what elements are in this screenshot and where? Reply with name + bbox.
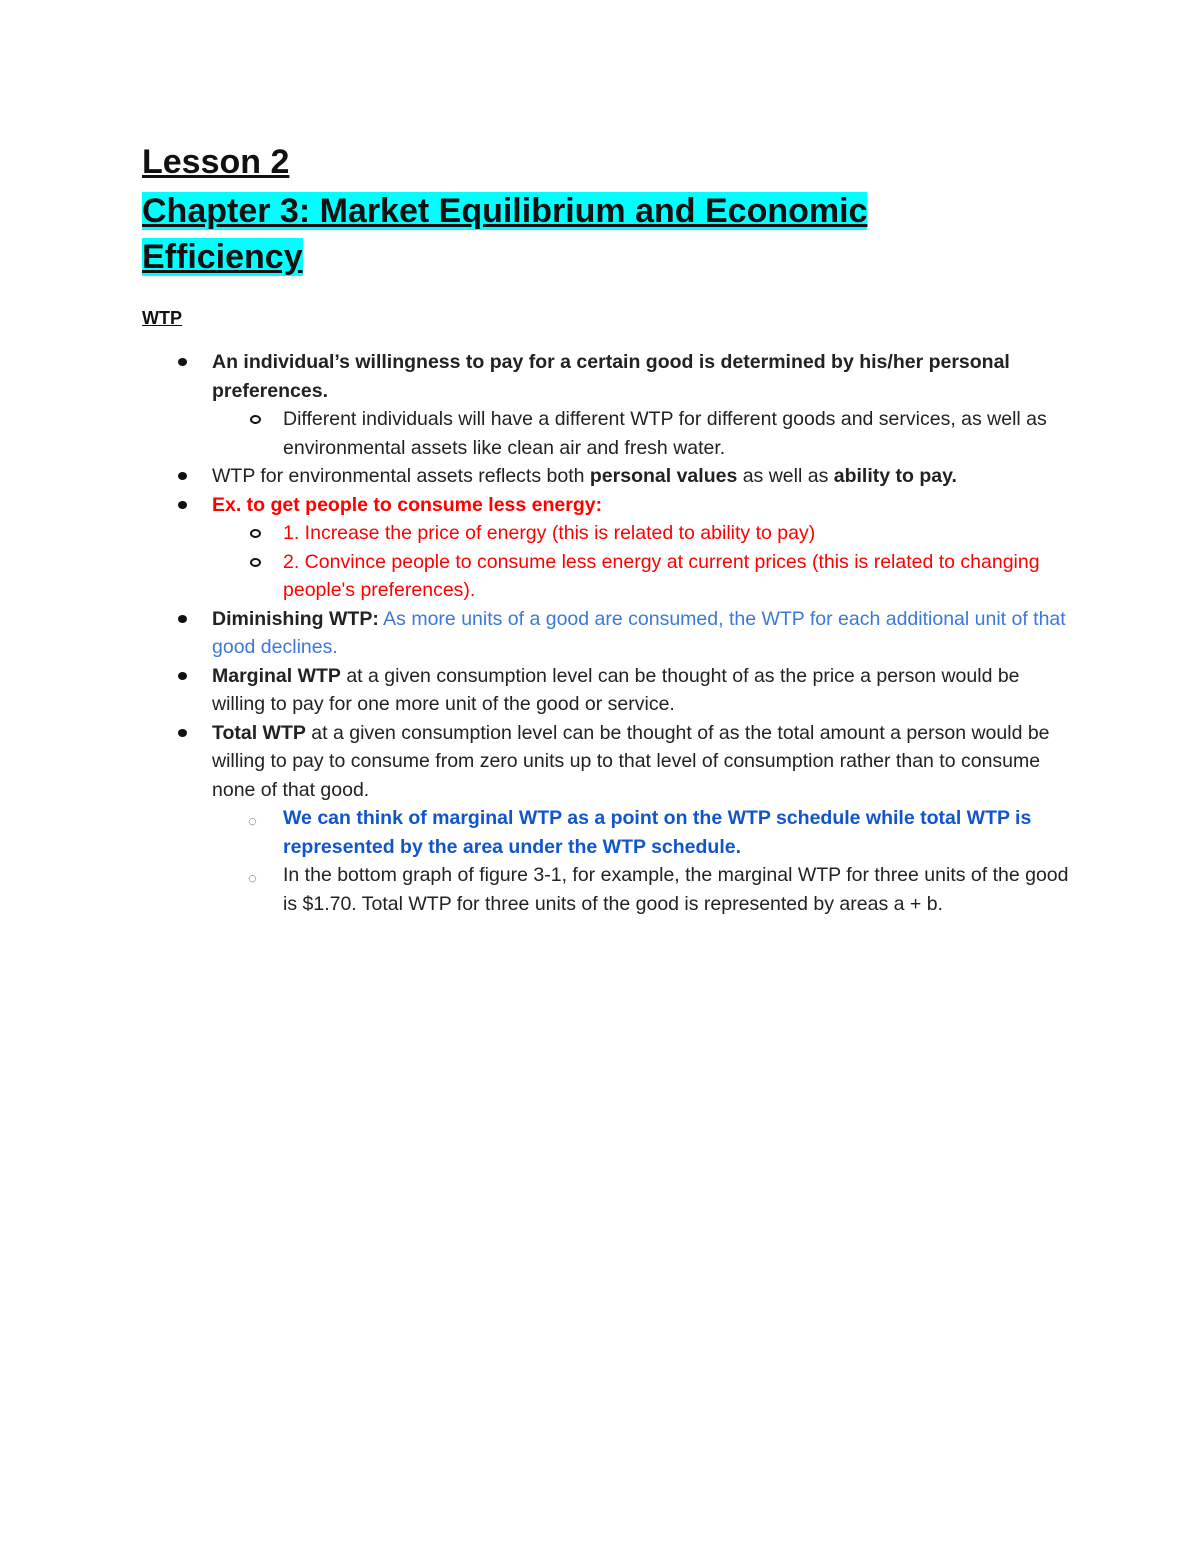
section-heading: WTP	[142, 308, 182, 328]
item-bold-text: Total WTP	[212, 721, 306, 744]
item-bold-text: personal values	[589, 465, 738, 487]
list-item	[142, 662, 1072, 719]
dotted-circle-bullet-icon: ◌	[248, 813, 257, 830]
bullet-icon	[178, 501, 187, 509]
item-text: 1. Increase the price of energy (this is related to ability to pay)	[283, 522, 816, 544]
chapter-heading-line1: Chapter 3: Market Equilibrium and Economic	[142, 192, 868, 230]
list-item	[142, 462, 1072, 491]
document-page	[142, 140, 1072, 918]
bullet-icon	[178, 472, 187, 480]
bullet-icon	[178, 729, 187, 737]
item-text: at a given consumption level can be thought of as the price a person would be willing to pay for one more unit of the good or service.	[212, 664, 1020, 715]
list-item	[142, 861, 1072, 918]
bullet-icon	[178, 615, 187, 623]
list-item	[142, 719, 1072, 805]
item-text: as well as	[737, 465, 834, 487]
item-text: at a given consumption level can be thought of as the total amount a person would be willing to pay to consume from zero units up to that level of consumption rather than to consume none of that good.	[212, 721, 1050, 801]
list-item	[142, 348, 1072, 405]
item-text: Ex. to get people to consume less energy:	[212, 493, 603, 516]
chapter-heading	[142, 188, 1072, 280]
item-bold-text: ability to pay.	[833, 465, 957, 487]
circle-bullet-icon	[250, 558, 261, 567]
bullet-icon	[178, 672, 187, 680]
list-item	[142, 491, 1072, 520]
item-text: Different individuals will have a different WTP for different goods and services, as well as environmental assets like clean air and fresh water.	[283, 408, 1047, 459]
item-text: 2. Convince people to consume less energy at current prices (this is related to changing people's preferences).	[283, 550, 1040, 601]
item-text: WTP for environmental assets reflects both	[212, 465, 590, 487]
item-text: In the bottom graph of figure 3-1, for example, the marginal WTP for three units of the good is $1.70. Total WTP for three units of the good is represented by areas a + b.	[283, 864, 1069, 915]
list-item	[142, 519, 1072, 548]
item-text: As more units of a good are consumed, the WTP for each additional unit of that good declines.	[212, 607, 1066, 658]
bullet-icon	[178, 358, 187, 366]
item-bold-text: Marginal WTP	[212, 664, 341, 687]
list-item	[142, 548, 1072, 605]
item-text: We can think of marginal WTP as a point on the WTP schedule while total WTP is represented by the area under the WTP schedule.	[283, 807, 1032, 858]
item-text: An individual’s willingness to pay for a certain good is determined by his/her personal preferences.	[212, 351, 1010, 402]
notes-list	[142, 348, 1072, 918]
dotted-circle-bullet-icon: ◌	[248, 870, 257, 887]
list-item	[142, 405, 1072, 462]
list-item	[142, 605, 1072, 662]
list-item	[142, 804, 1072, 861]
item-bold-text: Diminishing WTP:	[212, 607, 379, 630]
chapter-heading-line2: Efficiency	[142, 238, 303, 276]
lesson-title: Lesson 2	[142, 143, 290, 181]
circle-bullet-icon	[250, 415, 261, 424]
circle-bullet-icon	[250, 529, 261, 538]
